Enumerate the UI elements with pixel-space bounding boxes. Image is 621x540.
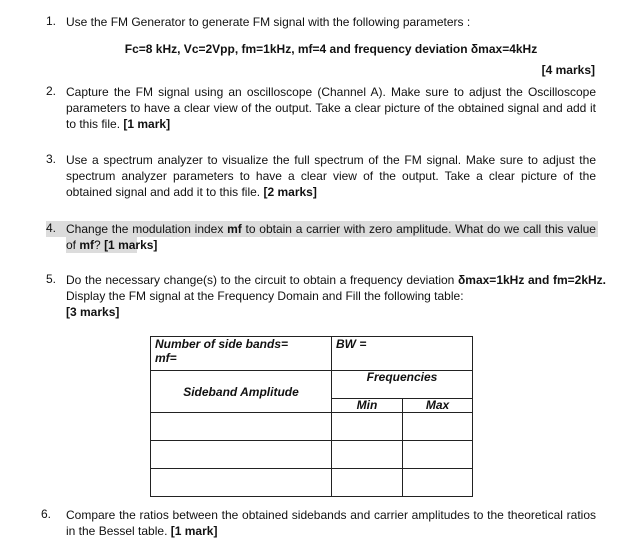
- q4-marks: [1 marks]: [104, 238, 158, 252]
- q1-text: Use the FM Generator to generate FM signal with the following parameters :: [66, 15, 471, 29]
- q5-bold-a: δmax=1kHz and fm=2kHz.: [458, 273, 606, 287]
- min-header: Min: [332, 399, 403, 413]
- q6-number: 6.: [41, 507, 52, 521]
- q3-marks: [2 marks]: [263, 185, 317, 199]
- q5-text-b: Display the FM signal at the Frequency Domain and Fill the following table:: [66, 289, 464, 303]
- q5-marks: [3 marks]: [66, 305, 120, 319]
- table-cell-min-1[interactable]: [332, 413, 403, 441]
- cell-sidebands: [151, 337, 332, 371]
- q2-marks: [1 mark]: [123, 117, 171, 131]
- q6-paragraph: [66, 507, 596, 539]
- table-cell-amp-3[interactable]: [151, 469, 332, 497]
- q3-number: 3.: [46, 152, 57, 166]
- table-cell-max-2[interactable]: [403, 441, 473, 469]
- q5-paragraph: [66, 272, 606, 320]
- q4-text-b: to obtain a carrier with zero amplitude. What do we call this value of: [66, 222, 596, 252]
- q4-text-a: Change the modulation index: [66, 222, 224, 236]
- q5-text-a: Do the necessary change(s) to the circuit to obtain a frequency deviation: [66, 273, 455, 287]
- table-cell-amp-1[interactable]: [151, 413, 332, 441]
- q4-mf-1: mf: [227, 222, 242, 236]
- num-sidebands-label: Number of side bands=: [155, 337, 289, 351]
- q6-marks: [1 mark]: [170, 524, 218, 538]
- table-cell-min-3[interactable]: [332, 469, 403, 497]
- bw-label: BW =: [336, 337, 367, 351]
- table-cell-amp-2[interactable]: [151, 441, 332, 469]
- mf-label: mf=: [155, 351, 177, 365]
- q5-number: 5.: [46, 272, 57, 286]
- q2-text: Capture the FM signal using an oscilloscope (Channel A). Make sure to adjust the Oscilloscope parameters to have a clear view of the output. Take a clear picture of the obtained signal and add it to this file.: [66, 85, 596, 131]
- frequencies-header: Frequencies: [332, 371, 473, 399]
- q4-paragraph: [66, 221, 596, 253]
- q1-marks: [4 marks]: [541, 63, 595, 77]
- table-cell-max-3[interactable]: [403, 469, 473, 497]
- cell-bw: [332, 337, 473, 371]
- q4-text-c: ?: [94, 238, 101, 252]
- q3-text: Use a spectrum analyzer to visualize the full spectrum of the FM signal. Make sure to adjust the spectrum analyzer parameters to have a clear view of the output. Take a clear picture of the obtained signal and add it to this file.: [66, 153, 596, 199]
- q4-number: 4.: [46, 221, 57, 235]
- q1-params: Fc=8 kHz, Vc=2Vpp, fm=1kHz, mf=4 and frequency deviation δmax=4kHz: [124, 42, 538, 56]
- q6-text: Compare the ratios between the obtained sidebands and carrier amplitudes to the theoretical ratios in the Bessel table.: [66, 508, 596, 538]
- q2-number: 2.: [46, 84, 57, 98]
- table-cell-max-1[interactable]: [403, 413, 473, 441]
- sideband-amplitude-header: Sideband Amplitude: [151, 371, 332, 413]
- q3-paragraph: [66, 152, 596, 200]
- q4-mf-2: mf: [79, 238, 95, 252]
- frequency-table: [150, 336, 473, 497]
- table-cell-min-2[interactable]: [332, 441, 403, 469]
- q2-paragraph: [66, 84, 596, 132]
- max-header: Max: [403, 399, 473, 413]
- q1-number: 1.: [46, 14, 57, 28]
